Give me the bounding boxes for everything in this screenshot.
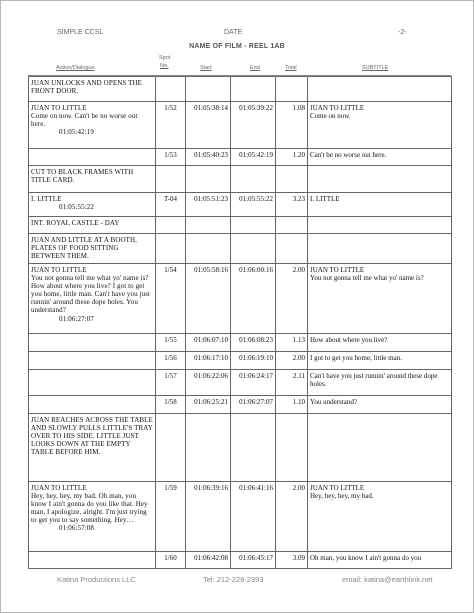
text-line: 2.00 (292, 266, 305, 274)
start-time-cell (186, 352, 231, 370)
start-time-cell (186, 396, 231, 414)
text-line: INT. ROYAL CASTLE - DAY (31, 219, 120, 227)
end-time-cell (231, 396, 276, 414)
total-duration-cell (276, 264, 308, 334)
text-line: 1/56 (164, 354, 177, 362)
text-line: 1/52 (164, 104, 177, 112)
text-line: 3.09 (292, 554, 305, 562)
film-reel-title: NAME OF FILM - REEL 1AB (189, 43, 285, 50)
start-time-cell (186, 552, 231, 569)
text-line: 3.23 (292, 195, 305, 203)
end-time-cell (231, 149, 276, 166)
start-time-cell (186, 217, 231, 234)
text-line: 01:06:00:16 (239, 266, 273, 274)
text-line: I. LITTLE (31, 195, 62, 203)
subtitle-cell (308, 370, 452, 396)
start-time-cell (186, 193, 231, 217)
total-duration-cell (276, 482, 308, 552)
subtitle-cell (308, 414, 452, 482)
text-line: 01:05:58:16 (194, 266, 228, 274)
text-line: 1.20 (292, 151, 305, 159)
header-left: SIMPLE CCSL (57, 29, 104, 36)
spot-number-cell (156, 193, 186, 217)
spot-number-cell (156, 149, 186, 166)
start-time-cell (186, 370, 231, 396)
timecode-out: 01:05:42:19 (59, 128, 94, 137)
text-line: 01:05:38:14 (194, 104, 228, 112)
end-time-cell (231, 482, 276, 552)
start-time-cell (186, 77, 231, 102)
text-line: 01:06:08:23 (239, 336, 273, 344)
start-time-cell (186, 264, 231, 334)
table-row (29, 352, 452, 370)
spot-number-cell (156, 370, 186, 396)
table-row (29, 414, 452, 482)
text-line: Come on now. (310, 112, 351, 121)
cue-sheet-rows (29, 77, 452, 569)
spot-number-cell (156, 234, 186, 264)
page-header (0, 29, 474, 41)
speaker-line: JUAN TO LITTLE (310, 266, 365, 274)
text-line: Come on now. Can't be no worse out here. (31, 112, 138, 129)
footer-phone: Tel: 212-228-2393 (203, 575, 264, 584)
text-line: 01:06:41:16 (239, 484, 273, 492)
subtitle-cell (308, 217, 452, 234)
subtitle-cell (308, 234, 452, 264)
spot-number-cell (156, 77, 186, 102)
spot-number-cell (156, 482, 186, 552)
action-dialogue-cell (29, 166, 156, 193)
action-dialogue-cell (29, 396, 156, 414)
text-line: 01:05:39:22 (239, 104, 273, 112)
text-line: Hey, hey, hey, my bad. Oh man, you know I ain't gonna do you like that. Hey man, I apologize, alright. I'm just trying to get you to say something. Hey… (31, 492, 148, 525)
action-dialogue-cell (29, 77, 156, 102)
col-end-header: End (250, 65, 260, 71)
end-time-cell (231, 370, 276, 396)
start-time-cell (186, 149, 231, 166)
text-line: 01:05:55:22 (239, 195, 273, 203)
speaker-line: JUAN TO LITTLE (31, 104, 87, 112)
column-headers (28, 53, 451, 76)
end-time-cell (231, 217, 276, 234)
page-footer (0, 575, 474, 587)
total-duration-cell (276, 217, 308, 234)
subtitle-cell (308, 166, 452, 193)
end-time-cell (231, 552, 276, 569)
subtitle-cell (308, 482, 452, 552)
text-line: 01:05:51:23 (194, 195, 228, 203)
total-duration-cell (276, 396, 308, 414)
total-duration-cell (276, 370, 308, 396)
subtitle-cell (308, 193, 452, 217)
subtitle-cell (308, 352, 452, 370)
text-line: 2.00 (292, 484, 305, 492)
col-spot-header-line1: Spot (159, 55, 171, 61)
text-line: You understand? (310, 398, 357, 406)
text-line: I. LITTLE (310, 195, 340, 203)
subtitle-cell (308, 102, 452, 149)
subtitle-cell (308, 334, 452, 352)
text-line: 01:06:22:06 (194, 372, 228, 380)
text-line: You not gonna tell me what yo' name is? (310, 274, 424, 283)
text-line: Oh man, you know I ain't gonna do you (310, 554, 422, 562)
speaker-line: JUAN TO LITTLE (31, 266, 87, 274)
text-line: Can't have you just runnin' around these dope holes. (310, 372, 438, 389)
total-duration-cell (276, 102, 308, 149)
col-total-header: Total (285, 65, 297, 71)
text-line: 01:06:24:17 (239, 372, 273, 380)
end-time-cell (231, 102, 276, 149)
table-row (29, 217, 452, 234)
col-action-header: Action/Dialogue (56, 65, 95, 71)
subtitle-cell (308, 77, 452, 102)
text-line: 1.08 (292, 104, 305, 112)
text-line: 01:06:39:16 (194, 484, 228, 492)
timecode-out: 01:06:27:07 (59, 314, 94, 323)
action-dialogue-cell (29, 414, 156, 482)
timecode-out: 01:06:57:08 (59, 524, 94, 533)
spot-number-cell (156, 166, 186, 193)
total-duration-cell (276, 414, 308, 482)
total-duration-cell (276, 334, 308, 352)
text-line: 01:06:45:17 (239, 554, 273, 562)
table-row (29, 193, 452, 217)
text-line: JUAN UNLOCKS AND OPENS THE FRONT DOOR. (31, 79, 142, 96)
text-line: 1/54 (164, 266, 177, 274)
text-line: 1/53 (164, 151, 177, 159)
cue-sheet-table (28, 76, 452, 569)
table-row (29, 396, 452, 414)
action-dialogue-cell (29, 102, 156, 149)
table-row (29, 334, 452, 352)
spot-number-cell (156, 217, 186, 234)
spot-number-cell (156, 414, 186, 482)
end-time-cell (231, 234, 276, 264)
text-line: 01:05:42:19 (239, 151, 273, 159)
table-row (29, 234, 452, 264)
start-time-cell (186, 102, 231, 149)
table-row (29, 264, 452, 334)
text-line: T-04 (164, 195, 177, 203)
text-line: JUAN REACHES ACROSS THE TABLE AND SLOWLY PULLS LITTLE'S TRAY OVER TO HIS SIDE. LITTLE JUST LOOKS DOWN AT THE EMPTY TABLE BEFORE HIM. (31, 416, 153, 457)
end-time-cell (231, 193, 276, 217)
total-duration-cell (276, 234, 308, 264)
table-row (29, 166, 452, 193)
total-duration-cell (276, 77, 308, 102)
text-line: You not gonna tell me what yo' name is? How about where you live? I got to get you home, little man. Can't have you just runnin' around these dope holes. You understand? (31, 274, 151, 315)
text-line: Can't be no worse out here. (310, 151, 387, 159)
start-time-cell (186, 334, 231, 352)
table-row (29, 552, 452, 569)
total-duration-cell (276, 166, 308, 193)
total-duration-cell (276, 352, 308, 370)
text-line: 1/59 (164, 484, 177, 492)
footer-company: Katina Productions LLC (57, 575, 136, 584)
table-row (29, 149, 452, 166)
action-dialogue-cell (29, 149, 156, 166)
action-dialogue-cell (29, 352, 156, 370)
speaker-line: JUAN TO LITTLE (310, 104, 365, 112)
end-time-cell (231, 166, 276, 193)
text-line: How about where you live? (310, 336, 388, 344)
action-dialogue-cell (29, 334, 156, 352)
table-row (29, 77, 452, 102)
total-duration-cell (276, 552, 308, 569)
start-time-cell (186, 414, 231, 482)
speaker-line: JUAN TO LITTLE (310, 484, 365, 492)
table-row (29, 370, 452, 396)
text-line: CUT TO BLACK FRAMES WITH TITLE CARD. (31, 168, 134, 185)
spot-number-cell (156, 102, 186, 149)
speaker-line: JUAN TO LITTLE (31, 484, 87, 492)
action-dialogue-cell (29, 217, 156, 234)
text-line: 2.11 (293, 372, 305, 380)
text-line: Hey, hey, hey, my bad. (310, 492, 374, 501)
start-time-cell (186, 234, 231, 264)
subtitle-cell (308, 552, 452, 569)
spot-number-cell (156, 264, 186, 334)
text-line: 1/60 (164, 554, 177, 562)
text-line: 1.13 (292, 336, 305, 344)
action-dialogue-cell (29, 482, 156, 552)
col-subtitle-header: SUBTITLE (362, 65, 389, 71)
spot-number-cell (156, 334, 186, 352)
start-time-cell (186, 482, 231, 552)
end-time-cell (231, 264, 276, 334)
spot-number-cell (156, 352, 186, 370)
timecode-out: 01:05:55:22 (59, 203, 94, 212)
text-line: 2.00 (292, 354, 305, 362)
total-duration-cell (276, 149, 308, 166)
action-dialogue-cell (29, 264, 156, 334)
action-dialogue-cell (29, 552, 156, 569)
col-start-header: Start (200, 65, 212, 71)
text-line: 01:06:27:07 (239, 398, 273, 406)
action-dialogue-cell (29, 370, 156, 396)
table-row (29, 482, 452, 552)
text-line: 01:06:25:21 (194, 398, 228, 406)
text-line: JUAN AND LITTLE AT A BOOTH, PLATES OF FOOD SITTING BETWEEN THEM. (31, 236, 138, 261)
spot-number-cell (156, 552, 186, 569)
text-line: 01:05:40:23 (194, 151, 228, 159)
text-line: 1/55 (164, 336, 177, 344)
header-page-number: -2- (398, 29, 407, 36)
text-line: I got to get you home, little man. (310, 354, 402, 362)
header-date: DATE (224, 29, 243, 36)
text-line: 01:06:07:10 (194, 336, 228, 344)
spot-number-cell (156, 396, 186, 414)
end-time-cell (231, 334, 276, 352)
text-line: 1/57 (164, 372, 177, 380)
end-time-cell (231, 414, 276, 482)
subtitle-cell (308, 396, 452, 414)
end-time-cell (231, 352, 276, 370)
text-line: 1.10 (292, 398, 305, 406)
subtitle-cell (308, 264, 452, 334)
action-dialogue-cell (29, 193, 156, 217)
text-line: 01:06:42:08 (194, 554, 228, 562)
action-dialogue-cell (29, 234, 156, 264)
text-line: 1/58 (164, 398, 177, 406)
start-time-cell (186, 166, 231, 193)
table-row (29, 102, 452, 149)
end-time-cell (231, 77, 276, 102)
subtitle-cell (308, 149, 452, 166)
footer-email: email: katina@earthlink.net (342, 575, 433, 584)
total-duration-cell (276, 193, 308, 217)
col-spot-header-line2: No. (160, 63, 169, 69)
text-line: 01:06:19:10 (239, 354, 273, 362)
text-line: 01:06:17:10 (194, 354, 228, 362)
